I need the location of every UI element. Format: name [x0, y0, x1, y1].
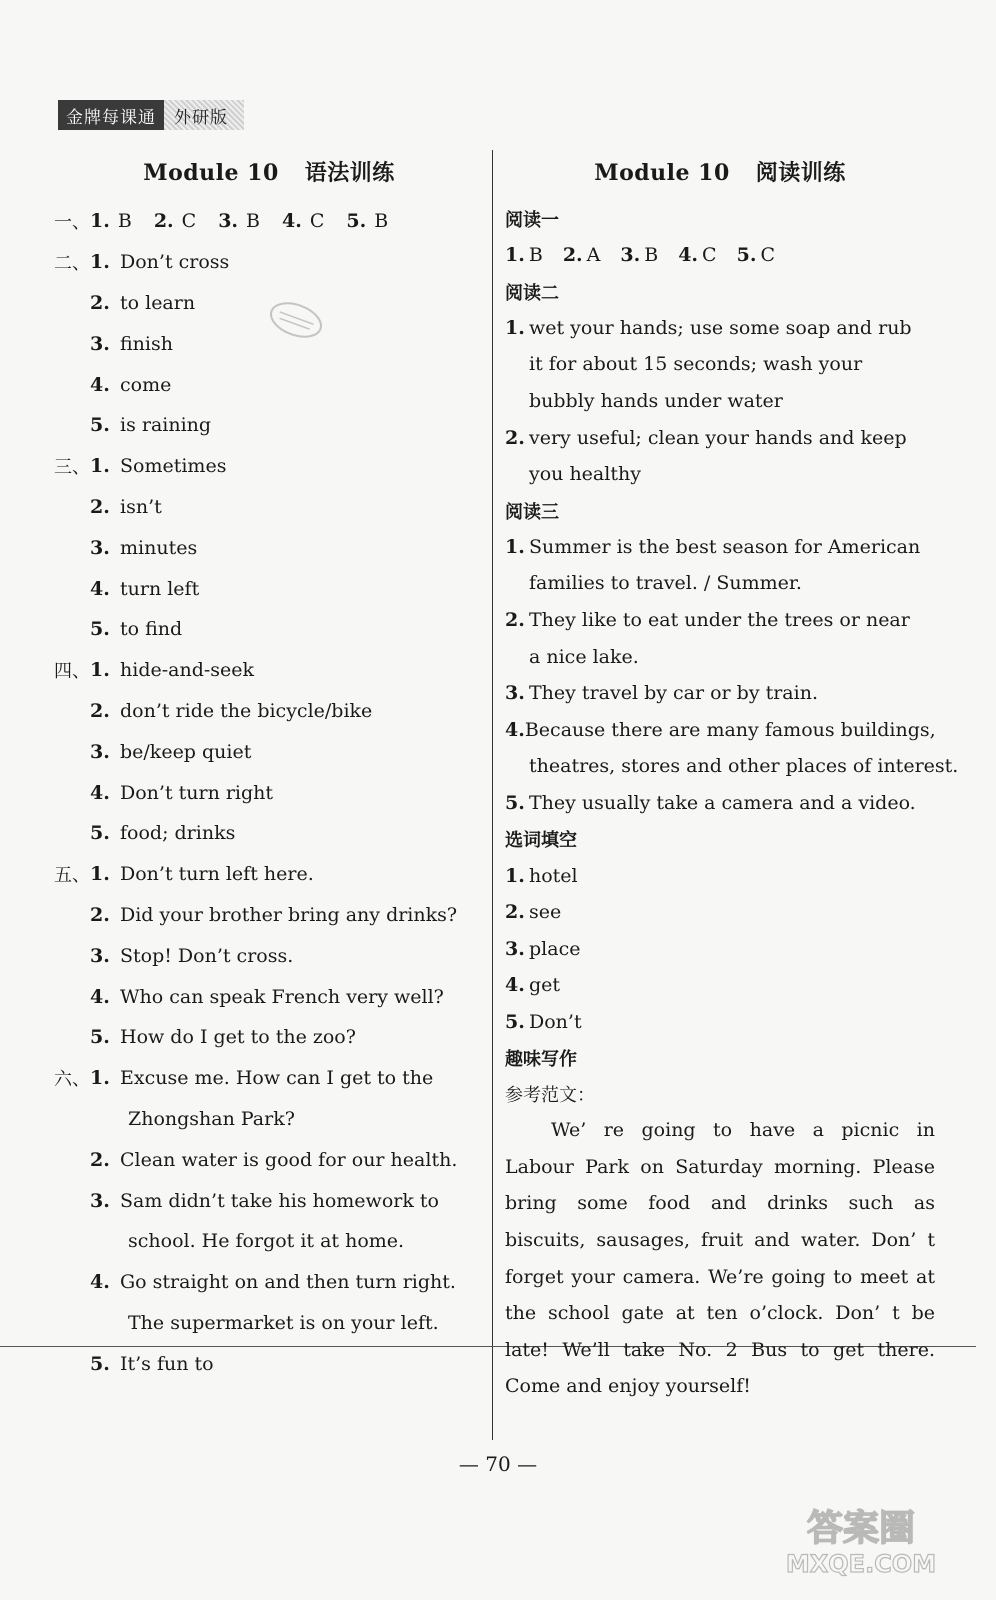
answer-line: 2. Did your brother bring any drinks? — [90, 903, 458, 926]
answer-line: 5. How do I get to the zoo? — [90, 1026, 356, 1049]
answer-line: 2. isn’t — [90, 495, 162, 518]
essay-line: bring some food and drinks such as — [505, 1192, 935, 1215]
answer-line: 4. Who can speak French very well? — [90, 985, 444, 1008]
answer-line: 4. Go straight on and then turn right. — [90, 1271, 456, 1294]
reading-2-heading: 阅读二 — [505, 282, 559, 304]
brand-label: 金牌每课通 — [58, 100, 164, 130]
answer-line: 3. finish — [90, 332, 173, 355]
answer-line: 2. don’t ride the bicycle/bike — [90, 699, 373, 722]
reading-title-en: Module 10 — [594, 160, 730, 186]
answer-line: 五、 1. Don’t turn left here. — [54, 863, 314, 887]
answer-line: 2. Clean water is good for our health. — [90, 1148, 458, 1171]
answer-line: 5. It’s fun to — [90, 1352, 214, 1375]
edition-label: 外研版 — [164, 100, 244, 130]
answer-line: 3. minutes — [90, 536, 198, 559]
page-number: — 70 — — [458, 1452, 538, 1476]
answer-line: 5. They usually take a camera and a video. — [505, 792, 916, 815]
answer-line: 3. They travel by car or by train. — [505, 682, 818, 705]
essay-line: biscuits, sausages, fruit and water. Don’ t — [505, 1229, 935, 1252]
essay-line: Labour Park on Saturday morning. Please — [505, 1155, 935, 1178]
answer-line: 六、 1. Excuse me. How can I get to the — [54, 1067, 434, 1091]
mc-row — [54, 201, 484, 242]
answer-line: 四、 1. hide-and-seek — [54, 659, 255, 683]
reading-1-heading: 阅读一 — [505, 210, 559, 231]
fill-blank-heading: 选词填空 — [505, 830, 577, 852]
answer-line: 二、 1. Don’t cross — [54, 251, 230, 275]
column-divider — [492, 150, 493, 1440]
answer-line-continued: families to travel. / Summer. — [529, 572, 802, 595]
answer-line-continued: Zhongshan Park? — [128, 1107, 295, 1130]
answer-line: 4. Because there are many famous buildings, — [505, 718, 936, 741]
reading-column — [505, 150, 959, 1405]
mc-answer: 3. B — [218, 210, 261, 233]
answer-line: 3. Stop! Don’t cross. — [90, 944, 294, 967]
answer-line: 1. Summer is the best season for American — [505, 535, 921, 558]
mc-answer: 1. B — [90, 210, 132, 233]
essay-line: late! We’ll take No. 2 Bus to get there. — [505, 1338, 935, 1361]
answer-line: 5. food; drinks — [90, 822, 236, 845]
answer-line: 2. very useful; clean your hands and keep — [505, 426, 907, 449]
grammar-title — [54, 156, 484, 187]
answer-line-continued: a nice lake. — [529, 645, 639, 668]
essay-line: We’ re going to have a picnic in — [551, 1119, 935, 1142]
reading-title — [505, 156, 935, 187]
reference-essay-label: 参考范文： — [505, 1085, 595, 1107]
reference-essay — [505, 1112, 935, 1405]
answer-line: 4. come — [90, 373, 172, 396]
mc-answer: 4. C — [282, 210, 325, 233]
answer-line: 1. wet your hands; use some soap and rub — [505, 316, 912, 339]
essay-line: Come and enjoy yourself! — [505, 1375, 751, 1398]
answer-line: 2. to learn — [90, 291, 196, 314]
answer-line-continued: it for about 15 seconds; wash your — [529, 353, 863, 376]
answer-line-continued: school. He forgot it at home. — [128, 1230, 405, 1253]
answer-line: 5. is raining — [90, 414, 212, 437]
reading-1-answers: 1. B 2. A 3. B 4. C 5. C — [505, 244, 775, 267]
grammar-column — [54, 150, 484, 1384]
answer-line: 2. They like to eat under the trees or near — [505, 609, 910, 632]
reading-title-cn: 阅读训练 — [755, 160, 846, 186]
answer-line-continued: The supermarket is on your left. — [128, 1311, 439, 1334]
essay-line: the school gate at ten o’clock. Don’ t be — [505, 1302, 935, 1325]
answer-line-continued: you healthy — [529, 463, 641, 486]
answer-line: 5. to find — [90, 618, 183, 641]
answer-line: 3. place — [505, 937, 581, 960]
answer-line: 3. Sam didn’t take his homework to — [90, 1189, 439, 1212]
answer-line-continued: bubbly hands under water — [529, 390, 783, 413]
reading-3-heading: 阅读三 — [505, 501, 559, 523]
svg-text:MXQE.COM: MXQE.COM — [785, 1550, 937, 1578]
writing-heading: 趣味写作 — [505, 1049, 577, 1071]
answer-line: 4. get — [505, 974, 561, 997]
answer-line: 4. turn left — [90, 577, 200, 600]
answer-line: 3. be/keep quiet — [90, 740, 252, 763]
answer-line: 三、 1. Sometimes — [54, 455, 227, 479]
mc-answer: 5. B — [346, 210, 389, 233]
essay-line: forget your camera. We’re going to meet at — [505, 1265, 935, 1288]
answer-line: 4. Don’t turn right — [90, 781, 274, 804]
answer-line: 2. see — [505, 901, 562, 924]
answer-line: 1. hotel — [505, 864, 578, 887]
grammar-title-cn: 语法训练 — [304, 160, 395, 186]
svg-text:答案圈: 答案圈 — [806, 1508, 916, 1549]
section-label: 一、 — [54, 212, 90, 234]
header-tag — [58, 100, 244, 130]
answer-line-continued: theatres, stores and other places of interest. — [529, 755, 959, 778]
site-logo-watermark-icon — [756, 1498, 966, 1578]
grammar-title-en: Module 10 — [143, 160, 279, 186]
mc-answer: 2. C — [153, 210, 197, 233]
answer-line: 5. Don’t — [505, 1010, 582, 1033]
